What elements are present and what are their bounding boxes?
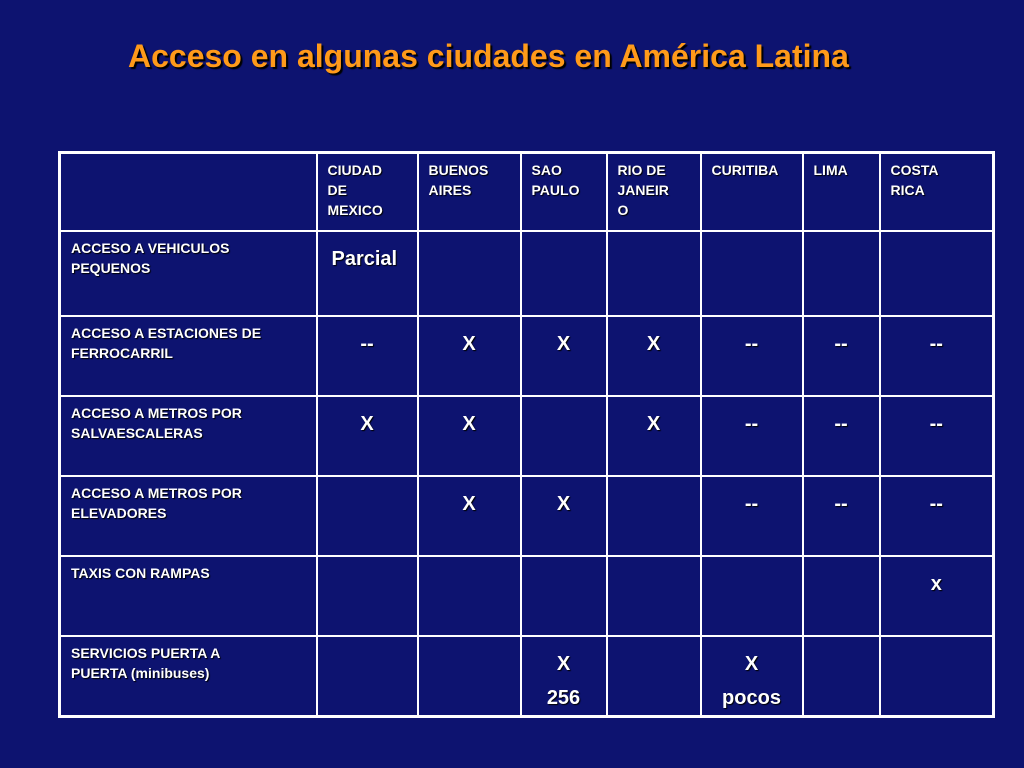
table-cell xyxy=(701,231,803,316)
cell-value: X xyxy=(462,332,476,355)
table-header-row xyxy=(60,153,994,231)
table-cell xyxy=(803,636,880,717)
table-cell xyxy=(701,556,803,636)
column-header-text: O xyxy=(617,202,629,218)
cell-value: -- xyxy=(929,492,943,515)
row-label xyxy=(60,636,317,717)
cell-value: X xyxy=(744,652,759,675)
cell-value: pocos xyxy=(722,686,781,709)
cell-value: -- xyxy=(929,332,943,355)
row-label-text: ACCESO A ESTACIONES DE xyxy=(71,324,262,341)
table-cell xyxy=(317,636,418,717)
column-header-text: BUENOS xyxy=(428,162,489,178)
table-cell xyxy=(803,316,880,396)
table-cell xyxy=(701,636,803,717)
cell-value: -- xyxy=(834,492,848,515)
table-cell xyxy=(607,476,701,556)
table-cell xyxy=(880,476,994,556)
table-row xyxy=(60,231,994,316)
cell-value: -- xyxy=(929,412,943,435)
row-label-text: PUERTA (minibuses) xyxy=(71,664,210,681)
table-cell xyxy=(418,636,521,717)
table-cell xyxy=(880,636,994,717)
row-label-text: ACCESO A METROS POR xyxy=(71,484,242,501)
cell-value: X xyxy=(556,492,571,515)
table-cell xyxy=(317,476,418,556)
table-cell xyxy=(418,476,521,556)
cell-value: X xyxy=(360,412,374,435)
table-cell xyxy=(317,396,418,476)
row-label-text: PEQUENOS xyxy=(71,259,151,276)
column-header xyxy=(803,153,880,231)
cell-value: -- xyxy=(744,412,759,435)
row-label-text: FERROCARRIL xyxy=(71,344,173,361)
row-label xyxy=(60,231,317,316)
cell-value: -- xyxy=(744,332,759,355)
table-cell xyxy=(317,556,418,636)
column-header-text: SAO xyxy=(531,162,562,178)
column-header-text: COSTA xyxy=(890,162,939,178)
row-label-text: SALVAESCALERAS xyxy=(71,424,203,441)
cell-value: X xyxy=(556,652,571,675)
table-cell xyxy=(418,316,521,396)
row-label xyxy=(60,476,317,556)
table-cell xyxy=(521,231,607,316)
cell-value: X xyxy=(462,492,476,515)
column-header-text: CIUDAD xyxy=(327,162,382,178)
column-header-text: RICA xyxy=(890,182,925,198)
column-header-text: LIMA xyxy=(813,162,848,178)
table-cell xyxy=(607,636,701,717)
table-cell xyxy=(418,556,521,636)
column-header-text: MEXICO xyxy=(327,202,383,218)
table-cell xyxy=(607,316,701,396)
table-cell xyxy=(418,396,521,476)
table-cell xyxy=(317,316,418,396)
row-label-text: SERVICIOS PUERTA A xyxy=(71,644,221,661)
cell-value: x xyxy=(930,572,942,595)
table-row xyxy=(60,636,994,717)
table-cell xyxy=(880,556,994,636)
table-cell xyxy=(803,231,880,316)
cell-value: -- xyxy=(834,332,848,355)
row-label-text: TAXIS CON RAMPAS xyxy=(71,564,210,581)
column-header xyxy=(418,153,521,231)
table-cell xyxy=(803,556,880,636)
cell-value: -- xyxy=(744,492,759,515)
table-cell xyxy=(880,231,994,316)
table-cell xyxy=(418,231,521,316)
table-cell xyxy=(607,396,701,476)
table-cell xyxy=(880,316,994,396)
row-label xyxy=(60,556,317,636)
column-header-text: DE xyxy=(327,182,347,198)
column-header xyxy=(521,153,607,231)
table-cell xyxy=(880,396,994,476)
table-cell xyxy=(521,396,607,476)
cell-value: X xyxy=(556,332,571,355)
table-cell xyxy=(521,316,607,396)
table-cell xyxy=(607,231,701,316)
column-header-text: JANEIR xyxy=(617,182,669,198)
slide-title: Acceso en algunas ciudades en América Latina xyxy=(128,38,849,74)
column-header-text: RIO DE xyxy=(617,162,666,178)
table-row xyxy=(60,476,994,556)
row-label-text: ACCESO A METROS POR xyxy=(71,404,242,421)
cell-value: Parcial xyxy=(331,247,398,270)
column-header-text: PAULO xyxy=(531,182,580,198)
table-cell xyxy=(701,396,803,476)
table-row xyxy=(60,556,994,636)
table-row xyxy=(60,396,994,476)
column-header-text: AIRES xyxy=(428,182,472,198)
table-cell xyxy=(521,556,607,636)
table-cell xyxy=(701,316,803,396)
table-row xyxy=(60,316,994,396)
cell-value: -- xyxy=(360,332,374,355)
column-header-text: CURITIBA xyxy=(711,162,779,178)
cell-value: -- xyxy=(834,412,848,435)
cell-value: X xyxy=(646,332,661,355)
access-table xyxy=(58,151,995,718)
table-cell xyxy=(317,231,418,316)
table-cell xyxy=(701,476,803,556)
table-cell xyxy=(607,556,701,636)
cell-value: 256 xyxy=(546,686,581,709)
cell-value: X xyxy=(462,412,476,435)
column-header xyxy=(880,153,994,231)
table-cell xyxy=(803,396,880,476)
table-cell xyxy=(803,476,880,556)
header-corner-cell xyxy=(60,153,317,231)
column-header xyxy=(701,153,803,231)
table-cell xyxy=(521,476,607,556)
cell-value: X xyxy=(646,412,661,435)
column-header xyxy=(607,153,701,231)
row-label xyxy=(60,396,317,476)
row-label xyxy=(60,316,317,396)
column-header xyxy=(317,153,418,231)
row-label-text: ELEVADORES xyxy=(71,504,167,521)
row-label-text: ACCESO A VEHICULOS xyxy=(71,239,230,256)
table-cell xyxy=(521,636,607,717)
